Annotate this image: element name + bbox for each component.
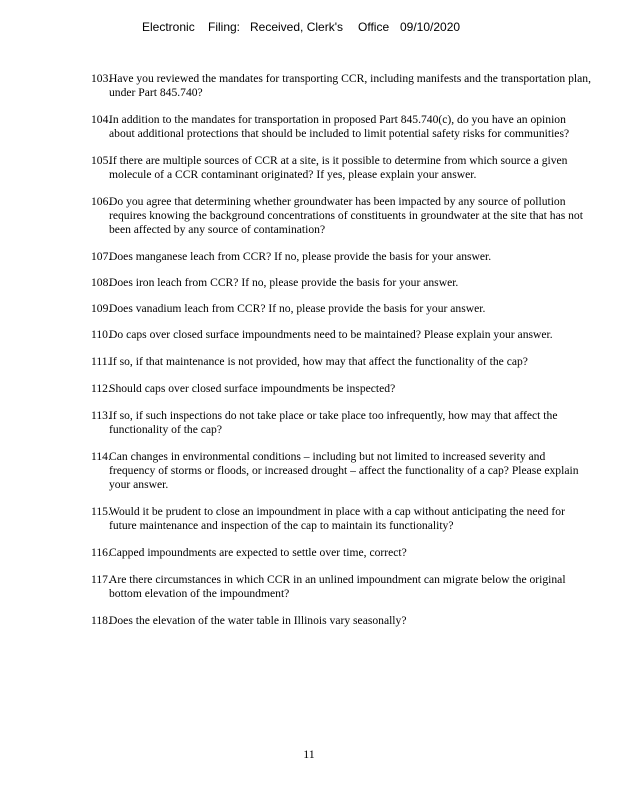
question-117	[91, 573, 591, 601]
question-115	[91, 505, 591, 533]
question-number: 111.	[91, 355, 111, 368]
page-number: 11	[303, 747, 315, 761]
question-number: 115.	[91, 505, 111, 518]
question-text: Capped impoundments are expected to settle over time, correct?	[109, 546, 407, 559]
question-108	[91, 276, 591, 290]
question-103	[91, 72, 591, 100]
question-number: 108.	[91, 276, 112, 289]
question-112	[91, 382, 591, 396]
question-text: Can changes in environmental conditions – including but not limited to increased severity and frequency of storms or floods, or increased drought – affect the functionality of a cap? Please explain your answer.	[109, 450, 579, 491]
question-text: Would it be prudent to close an impoundment in place with a cap without anticipating the need for future maintenance and inspection of the cap to maintain its functionality?	[109, 505, 565, 532]
question-text: Should caps over closed surface impoundments be inspected?	[109, 382, 396, 395]
question-number: 109.	[91, 302, 112, 315]
question-number: 118.	[91, 614, 111, 627]
question-104	[91, 113, 591, 141]
question-text: Are there circumstances in which CCR in an unlined impoundment can migrate below the original bottom elevation of the impoundment?	[109, 573, 566, 600]
header-electronic: Electronic	[142, 20, 195, 34]
question-number: 113.	[91, 409, 111, 422]
question-number: 104.	[91, 113, 112, 126]
header-date: 09/10/2020	[400, 20, 461, 34]
header-filing: Filing:	[208, 20, 241, 34]
question-number: 112.	[91, 382, 111, 395]
question-text: If so, if that maintenance is not provided, how may that affect the functionality of the cap?	[109, 355, 528, 368]
question-number: 103.	[91, 72, 112, 85]
question-text: Does the elevation of the water table in Illinois vary seasonally?	[109, 614, 407, 627]
question-114	[91, 450, 591, 492]
question-110	[91, 328, 591, 342]
question-number: 106.	[91, 195, 112, 208]
question-113	[91, 409, 591, 437]
question-number: 116.	[91, 546, 111, 559]
question-118	[91, 614, 591, 628]
question-105	[91, 154, 591, 182]
header-received: Received, Clerk's	[250, 20, 343, 34]
question-text: If so, if such inspections do not take place or take place too infrequently, how may that affect the functionality of the cap?	[109, 409, 558, 436]
question-text: Do you agree that determining whether groundwater has been impacted by any source of pollution requires knowing the background concentrations of constituents in groundwater at the site that has not been affected by any source of contamination?	[109, 195, 583, 236]
question-text: Does manganese leach from CCR? If no, please provide the basis for your answer.	[109, 250, 492, 263]
question-text: Does vanadium leach from CCR? If no, please provide the basis for your answer.	[109, 302, 486, 315]
question-116	[91, 546, 591, 560]
question-number: 107.	[91, 250, 112, 263]
question-number: 105.	[91, 154, 112, 167]
question-text: In addition to the mandates for transportation in proposed Part 845.740(c), do you have an opinion about additional protections that should be included to limit potential safety risks for communities?	[109, 113, 570, 140]
question-number: 117.	[91, 573, 111, 586]
question-107	[91, 250, 591, 264]
question-106	[91, 195, 591, 237]
question-number: 114.	[91, 450, 111, 463]
header-office: Office	[358, 20, 390, 34]
question-text: If there are multiple sources of CCR at a site, is it possible to determine from which source a given molecule of a CCR contaminant originated? If yes, please explain your answer.	[109, 154, 568, 181]
question-111	[91, 355, 591, 369]
question-text: Does iron leach from CCR? If no, please provide the basis for your answer.	[109, 276, 459, 289]
question-list	[91, 72, 591, 641]
question-text: Have you reviewed the mandates for transporting CCR, including manifests and the transportation plan, under Part 845.740?	[109, 72, 591, 99]
question-109	[91, 302, 591, 316]
question-text: Do caps over closed surface impoundments need to be maintained? Please explain your answer.	[109, 328, 553, 341]
question-number: 110.	[91, 328, 111, 341]
